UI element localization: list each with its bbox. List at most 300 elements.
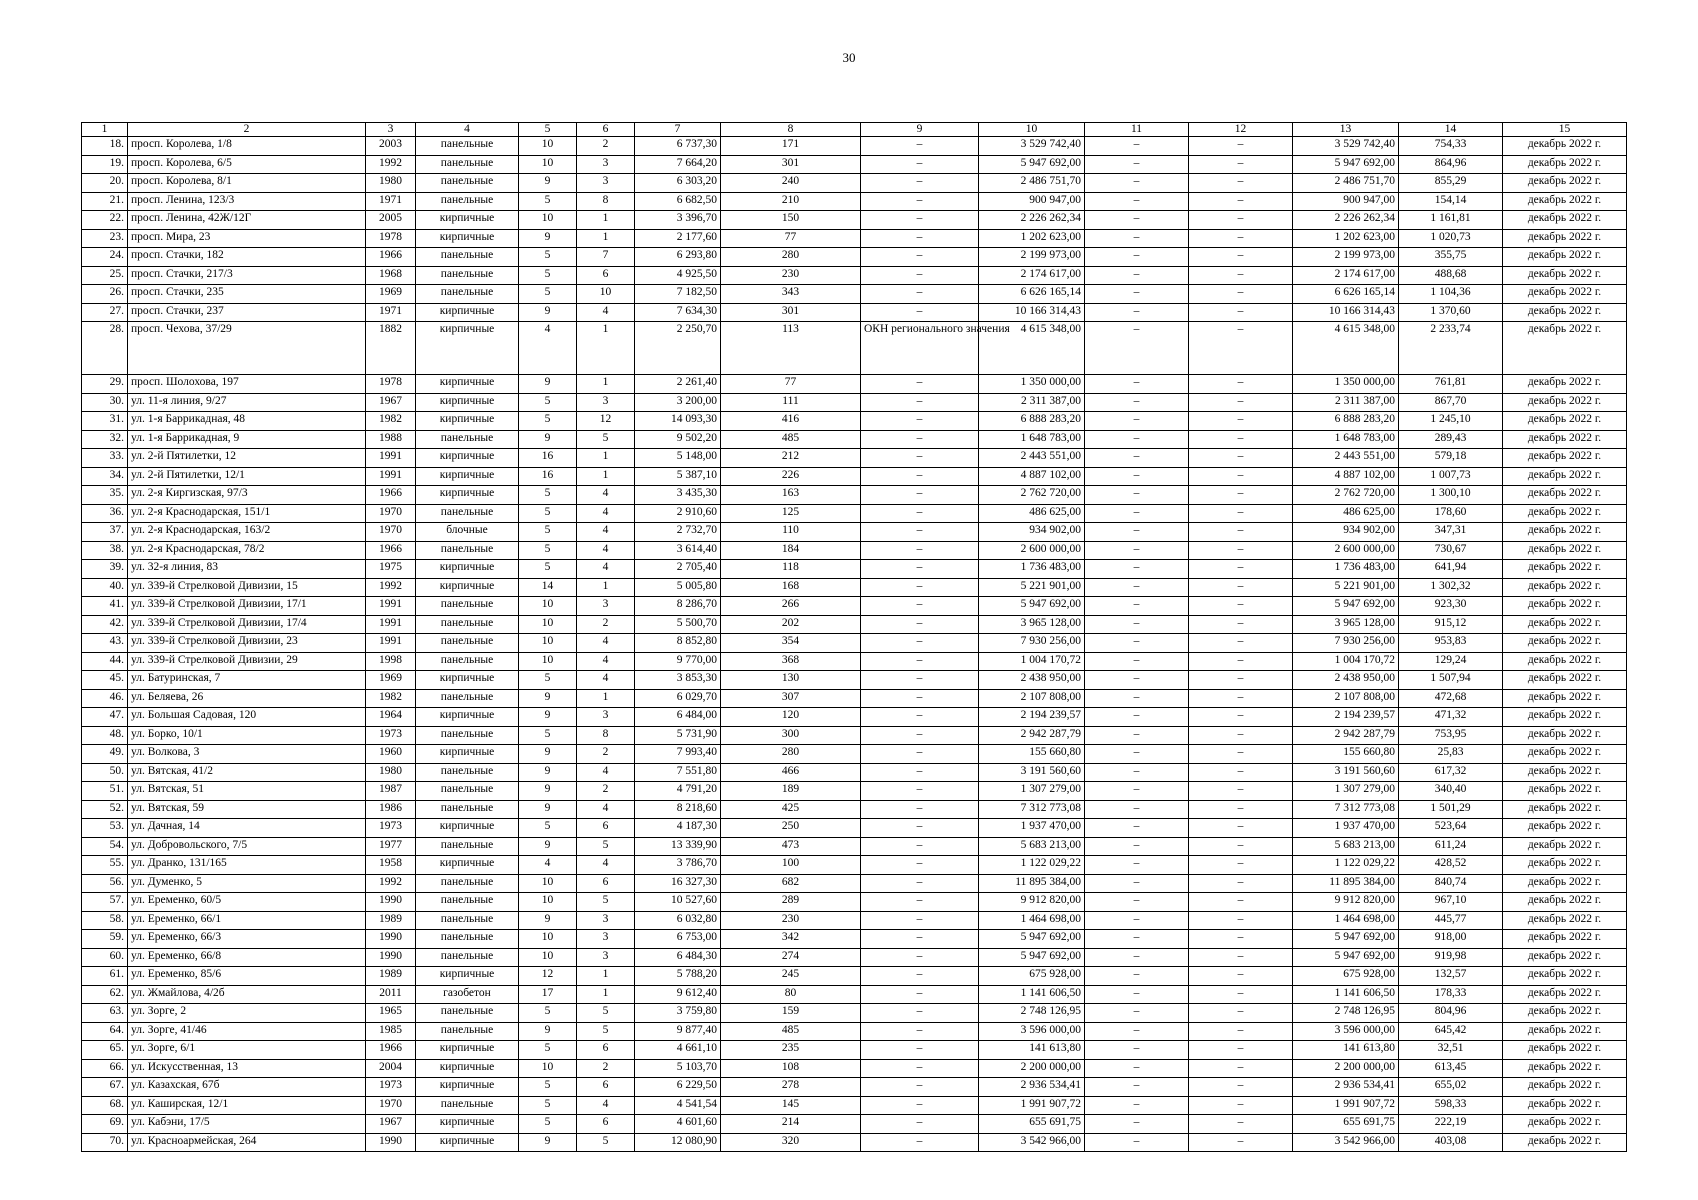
table-cell: 488,68 [1399, 266, 1503, 285]
table-cell: 1982 [366, 412, 416, 431]
table-cell: 1 007,73 [1399, 467, 1503, 486]
table-cell: 10 166 314,43 [1293, 303, 1399, 322]
table-cell: – [1189, 634, 1293, 653]
table-cell: – [861, 560, 979, 579]
table-cell: 2 438 950,00 [979, 671, 1085, 690]
table-cell: – [861, 1078, 979, 1097]
table-cell: – [1189, 597, 1293, 616]
table-cell: панельные [416, 615, 519, 634]
table-cell: 1 464 698,00 [1293, 911, 1399, 930]
table-cell: 16 327,30 [635, 874, 721, 893]
table-cell: 2 200 000,00 [1293, 1059, 1399, 1078]
table-cell: 2 910,60 [635, 504, 721, 523]
table-cell: 4 601,60 [635, 1115, 721, 1134]
table-cell: – [1085, 467, 1189, 486]
table-cell: 4 187,30 [635, 819, 721, 838]
table-cell: декабрь 2022 г. [1503, 708, 1627, 727]
table-cell: 7 634,30 [635, 303, 721, 322]
table-cell: 1978 [366, 375, 416, 394]
table-cell: 9 [519, 708, 577, 727]
table-cell: 10 [519, 155, 577, 174]
table-cell: 9 [519, 430, 577, 449]
table-cell: панельные [416, 1004, 519, 1023]
table-cell: 9 [519, 911, 577, 930]
table-cell: 1 104,36 [1399, 285, 1503, 304]
table-cell: – [1085, 930, 1189, 949]
table-cell: 1991 [366, 634, 416, 653]
table-cell: 611,24 [1399, 837, 1503, 856]
table-cell: ул. 2-я Краснодарская, 163/2 [128, 523, 366, 542]
table-cell: – [1189, 652, 1293, 671]
table-cell: кирпичные [416, 856, 519, 875]
table-cell: 471,32 [1399, 708, 1503, 727]
table-cell: 55. [82, 856, 128, 875]
column-header: 8 [721, 123, 861, 137]
table-cell: 5 [577, 1022, 635, 1041]
table-cell: панельные [416, 782, 519, 801]
table-cell: декабрь 2022 г. [1503, 541, 1627, 560]
table-cell: 655 691,75 [979, 1115, 1085, 1134]
table-cell: 2 [577, 1059, 635, 1078]
table-cell: блочные [416, 523, 519, 542]
table-cell: ул. Вятская, 41/2 [128, 763, 366, 782]
table-cell: 53. [82, 819, 128, 838]
table-cell: 1 122 029,22 [1293, 856, 1399, 875]
table-cell: 1 [577, 967, 635, 986]
table-cell: 1 501,29 [1399, 800, 1503, 819]
page-number: 30 [842, 50, 856, 65]
table-cell: 3 965 128,00 [1293, 615, 1399, 634]
table-row [82, 192, 1627, 211]
table-cell: 4 925,50 [635, 266, 721, 285]
table-cell: – [861, 504, 979, 523]
table-cell: кирпичные [416, 467, 519, 486]
table-cell: 1 245,10 [1399, 412, 1503, 431]
table-cell: декабрь 2022 г. [1503, 430, 1627, 449]
table-cell: 130 [721, 671, 861, 690]
table-cell: 16 [519, 449, 577, 468]
table-row [82, 578, 1627, 597]
table-cell: – [1189, 1004, 1293, 1023]
table-cell: – [1189, 504, 1293, 523]
table-cell: 12 080,90 [635, 1133, 721, 1152]
table-cell: 2 233,74 [1399, 322, 1503, 375]
table-cell: – [861, 266, 979, 285]
table-cell: – [861, 393, 979, 412]
table-cell: – [1189, 1115, 1293, 1134]
table-cell: 425 [721, 800, 861, 819]
table-cell: – [861, 1059, 979, 1078]
table-cell: 11 895 384,00 [1293, 874, 1399, 893]
table-cell: кирпичные [416, 322, 519, 375]
table-cell: 14 [519, 578, 577, 597]
table-cell: 5 947 692,00 [1293, 155, 1399, 174]
table-cell: 10 [519, 1059, 577, 1078]
table-cell: 2 194 239,57 [1293, 708, 1399, 727]
table-cell: 60. [82, 948, 128, 967]
table-cell: – [861, 467, 979, 486]
table-cell: 1990 [366, 1133, 416, 1152]
table-cell: 3 853,30 [635, 671, 721, 690]
table-cell: 1991 [366, 449, 416, 468]
table-cell: – [861, 430, 979, 449]
table-cell: панельные [416, 726, 519, 745]
table-cell: – [1085, 449, 1189, 468]
table-cell: 5 [519, 523, 577, 542]
table-cell: ул. Зорге, 41/46 [128, 1022, 366, 1041]
table-cell: декабрь 2022 г. [1503, 985, 1627, 1004]
table-cell: декабрь 2022 г. [1503, 671, 1627, 690]
table-cell: – [861, 782, 979, 801]
table-cell: 2 705,40 [635, 560, 721, 579]
table-cell: – [1085, 652, 1189, 671]
table-cell: – [1085, 856, 1189, 875]
table-row [82, 837, 1627, 856]
table-cell: 5 [519, 1004, 577, 1023]
table-cell: – [1085, 745, 1189, 764]
table-cell: 840,74 [1399, 874, 1503, 893]
table-cell: – [861, 634, 979, 653]
table-cell: – [1189, 229, 1293, 248]
table-cell: 2 107 808,00 [979, 689, 1085, 708]
table-cell: просп. Стачки, 217/3 [128, 266, 366, 285]
table-cell: 6 029,70 [635, 689, 721, 708]
table-cell: 132,57 [1399, 967, 1503, 986]
table-row [82, 1096, 1627, 1115]
table-cell: 5 683 213,00 [1293, 837, 1399, 856]
table-cell: 159 [721, 1004, 861, 1023]
table-cell: 761,81 [1399, 375, 1503, 394]
table-cell: 77 [721, 229, 861, 248]
table-cell: 2004 [366, 1059, 416, 1078]
table-cell: декабрь 2022 г. [1503, 486, 1627, 505]
table-row [82, 541, 1627, 560]
table-cell: 5 947 692,00 [979, 597, 1085, 616]
table-cell: 307 [721, 689, 861, 708]
table-cell: – [1085, 192, 1189, 211]
table-cell: 32. [82, 430, 128, 449]
table-cell: 3 529 742,40 [1293, 137, 1399, 156]
table-cell: 655 691,75 [1293, 1115, 1399, 1134]
table-cell: 2 194 239,57 [979, 708, 1085, 727]
table-row [82, 1059, 1627, 1078]
table-row [82, 412, 1627, 431]
table-cell: панельные [416, 541, 519, 560]
table-cell: – [1085, 726, 1189, 745]
table-cell: 45. [82, 671, 128, 690]
table-cell: – [1189, 412, 1293, 431]
table-cell: 155 660,80 [979, 745, 1085, 764]
table-cell: 918,00 [1399, 930, 1503, 949]
table-cell: 485 [721, 1022, 861, 1041]
table-cell: 2 107 808,00 [1293, 689, 1399, 708]
table-cell: – [861, 449, 979, 468]
table-cell: 1 122 029,22 [979, 856, 1085, 875]
table-cell: 10 [519, 930, 577, 949]
table-cell: 28. [82, 322, 128, 375]
table-cell: 5 [519, 285, 577, 304]
table-row [82, 800, 1627, 819]
table-cell: 1969 [366, 671, 416, 690]
table-cell: 5 [519, 412, 577, 431]
table-cell: 230 [721, 266, 861, 285]
table-cell: – [1085, 137, 1189, 156]
table-cell: 6 626 165,14 [979, 285, 1085, 304]
table-cell: 1 736 483,00 [979, 560, 1085, 579]
table-cell: 24. [82, 248, 128, 267]
table-cell: ул. Борко, 10/1 [128, 726, 366, 745]
table-cell: 3 542 966,00 [1293, 1133, 1399, 1152]
table-cell: кирпичные [416, 1115, 519, 1134]
table-cell: 1 464 698,00 [979, 911, 1085, 930]
table-cell: кирпичные [416, 1078, 519, 1097]
table-cell: панельные [416, 597, 519, 616]
table-cell: 2 311 387,00 [1293, 393, 1399, 412]
table-cell: 1882 [366, 322, 416, 375]
table-cell: 1 937 470,00 [979, 819, 1085, 838]
table-cell: 57. [82, 893, 128, 912]
table-cell: – [1189, 671, 1293, 690]
table-cell: 4 [577, 560, 635, 579]
table-cell: панельные [416, 837, 519, 856]
table-cell: 9 770,00 [635, 652, 721, 671]
table-cell: – [1085, 1115, 1189, 1134]
table-cell: 6 [577, 1078, 635, 1097]
table-cell: – [1085, 322, 1189, 375]
table-cell: 1 991 907,72 [979, 1096, 1085, 1115]
table-cell: 14 093,30 [635, 412, 721, 431]
table-cell: 100 [721, 856, 861, 875]
table-cell: – [1189, 541, 1293, 560]
table-cell: 214 [721, 1115, 861, 1134]
table-cell: 31. [82, 412, 128, 431]
table-cell: 5 148,00 [635, 449, 721, 468]
table-cell: 934 902,00 [979, 523, 1085, 542]
table-cell: 9 [519, 1022, 577, 1041]
table-cell: 23. [82, 229, 128, 248]
table-cell: панельные [416, 874, 519, 893]
table-cell: 2 250,70 [635, 322, 721, 375]
table-cell: – [1189, 467, 1293, 486]
table-cell: 274 [721, 948, 861, 967]
table-cell: 1992 [366, 578, 416, 597]
table-cell: 289 [721, 893, 861, 912]
table-cell: 1 350 000,00 [979, 375, 1085, 394]
table-cell: 235 [721, 1041, 861, 1060]
table-cell: 77 [721, 375, 861, 394]
table-cell: 3 542 966,00 [979, 1133, 1085, 1152]
table-cell: 5 [519, 486, 577, 505]
table-cell: – [1189, 393, 1293, 412]
table-cell: 7 993,40 [635, 745, 721, 764]
table-body [82, 137, 1627, 1152]
table-cell: 110 [721, 523, 861, 542]
table-cell: кирпичные [416, 211, 519, 230]
table-cell: ул. Еременко, 60/5 [128, 893, 366, 912]
table-cell: – [861, 303, 979, 322]
table-cell: 222,19 [1399, 1115, 1503, 1134]
table-cell: декабрь 2022 г. [1503, 155, 1627, 174]
table-cell: ул. Кабэни, 17/5 [128, 1115, 366, 1134]
table-cell: 1 300,10 [1399, 486, 1503, 505]
table-cell: декабрь 2022 г. [1503, 634, 1627, 653]
table-cell: 5 005,80 [635, 578, 721, 597]
table-cell: ул. Дачная, 14 [128, 819, 366, 838]
table-cell: 226 [721, 467, 861, 486]
table-cell: 250 [721, 819, 861, 838]
table-cell: 1992 [366, 155, 416, 174]
table-cell: – [1085, 819, 1189, 838]
table-cell: 900 947,00 [1293, 192, 1399, 211]
table-cell: панельные [416, 689, 519, 708]
table-cell: – [861, 248, 979, 267]
table-cell: 9 [519, 174, 577, 193]
table-row [82, 229, 1627, 248]
table-cell: 2 762 720,00 [1293, 486, 1399, 505]
table-cell: 6 [577, 874, 635, 893]
table-cell: – [1085, 504, 1189, 523]
table-cell: декабрь 2022 г. [1503, 1133, 1627, 1152]
table-cell: 280 [721, 248, 861, 267]
column-header: 14 [1399, 123, 1503, 137]
table-cell: 7 182,50 [635, 285, 721, 304]
table-cell: 472,68 [1399, 689, 1503, 708]
table-cell: 5 [577, 430, 635, 449]
table-cell: 1958 [366, 856, 416, 875]
table-cell: 118 [721, 560, 861, 579]
table-cell: кирпичные [416, 1041, 519, 1060]
table-cell: 80 [721, 985, 861, 1004]
table-cell: 6 229,50 [635, 1078, 721, 1097]
table-cell: 1991 [366, 615, 416, 634]
table-cell: декабрь 2022 г. [1503, 800, 1627, 819]
table-cell: 12 [577, 412, 635, 431]
table-cell: 2 443 551,00 [1293, 449, 1399, 468]
table-cell: 1 307 279,00 [979, 782, 1085, 801]
table-cell: 125 [721, 504, 861, 523]
table-cell: – [1085, 893, 1189, 912]
table-cell: 645,42 [1399, 1022, 1503, 1041]
table-cell: декабрь 2022 г. [1503, 192, 1627, 211]
table-cell: 867,70 [1399, 393, 1503, 412]
table-cell: 4 [577, 671, 635, 690]
table-cell: кирпичные [416, 967, 519, 986]
table-cell: 428,52 [1399, 856, 1503, 875]
table-cell: 2 486 751,70 [1293, 174, 1399, 193]
table-cell: декабрь 2022 г. [1503, 819, 1627, 838]
table-cell: 113 [721, 322, 861, 375]
column-number-row [82, 123, 1627, 137]
table-cell: 1 202 623,00 [1293, 229, 1399, 248]
table-cell: – [861, 137, 979, 156]
table-cell: 9 [519, 1133, 577, 1152]
table-cell: – [1189, 967, 1293, 986]
table-cell: 154,14 [1399, 192, 1503, 211]
table-cell: 8 852,80 [635, 634, 721, 653]
table-row [82, 1022, 1627, 1041]
table-cell: 2 226 262,34 [1293, 211, 1399, 230]
table-cell: панельные [416, 248, 519, 267]
table-cell: декабрь 2022 г. [1503, 782, 1627, 801]
table-cell: 7 664,20 [635, 155, 721, 174]
table-cell: – [861, 578, 979, 597]
table-cell: 1 [577, 985, 635, 1004]
table-cell: ул. 339-й Стрелковой Дивизии, 17/1 [128, 597, 366, 616]
table-cell: 5 [519, 819, 577, 838]
table-cell: панельные [416, 174, 519, 193]
table-cell: панельные [416, 192, 519, 211]
table-cell: 27. [82, 303, 128, 322]
table-cell: 37. [82, 523, 128, 542]
table-row [82, 1115, 1627, 1134]
table-cell: – [1189, 303, 1293, 322]
table-cell: 1 [577, 229, 635, 248]
table-cell: 598,33 [1399, 1096, 1503, 1115]
table-cell: декабрь 2022 г. [1503, 726, 1627, 745]
table-cell: – [861, 1022, 979, 1041]
table-cell: 10 [577, 285, 635, 304]
table-cell: кирпичные [416, 1133, 519, 1152]
table-cell: 1987 [366, 782, 416, 801]
table-cell: панельные [416, 930, 519, 949]
table-cell: – [1085, 1041, 1189, 1060]
table-cell: – [861, 689, 979, 708]
table-row [82, 1041, 1627, 1060]
table-cell: 1 161,81 [1399, 211, 1503, 230]
table-cell: 5 947 692,00 [1293, 948, 1399, 967]
table-cell: 3 [577, 155, 635, 174]
table-cell: – [861, 1041, 979, 1060]
table-cell: 2 936 534,41 [1293, 1078, 1399, 1097]
table-cell: декабрь 2022 г. [1503, 745, 1627, 764]
table-cell: 5 947 692,00 [1293, 597, 1399, 616]
table-row [82, 449, 1627, 468]
table-cell: панельные [416, 893, 519, 912]
table-cell: 300 [721, 726, 861, 745]
table-cell: 25. [82, 266, 128, 285]
table-cell: 485 [721, 430, 861, 449]
table-cell: 804,96 [1399, 1004, 1503, 1023]
table-cell: просп. Шолохова, 197 [128, 375, 366, 394]
table-cell: 111 [721, 393, 861, 412]
table-cell: 1966 [366, 541, 416, 560]
table-cell: декабрь 2022 г. [1503, 303, 1627, 322]
table-cell: панельные [416, 266, 519, 285]
table-cell: 8 286,70 [635, 597, 721, 616]
table-cell: – [1189, 137, 1293, 156]
table-cell: 4 [577, 541, 635, 560]
table-cell: 5 947 692,00 [979, 155, 1085, 174]
table-cell: ул. 339-й Стрелковой Дивизии, 23 [128, 634, 366, 653]
table-cell: 3 965 128,00 [979, 615, 1085, 634]
table-cell: – [1085, 597, 1189, 616]
table-cell: 34. [82, 467, 128, 486]
table-cell: декабрь 2022 г. [1503, 578, 1627, 597]
table-cell: – [1189, 430, 1293, 449]
table-cell: ул. Думенко, 5 [128, 874, 366, 893]
table-cell: – [1189, 1041, 1293, 1060]
table-row [82, 782, 1627, 801]
table-cell: 1973 [366, 726, 416, 745]
table-cell: декабрь 2022 г. [1503, 375, 1627, 394]
table-cell: просп. Королева, 8/1 [128, 174, 366, 193]
table-cell: 5 947 692,00 [979, 930, 1085, 949]
table-cell: 486 625,00 [1293, 504, 1399, 523]
table-cell: – [1085, 948, 1189, 967]
table-cell: 1966 [366, 486, 416, 505]
table-row [82, 322, 1627, 375]
table-cell: 168 [721, 578, 861, 597]
